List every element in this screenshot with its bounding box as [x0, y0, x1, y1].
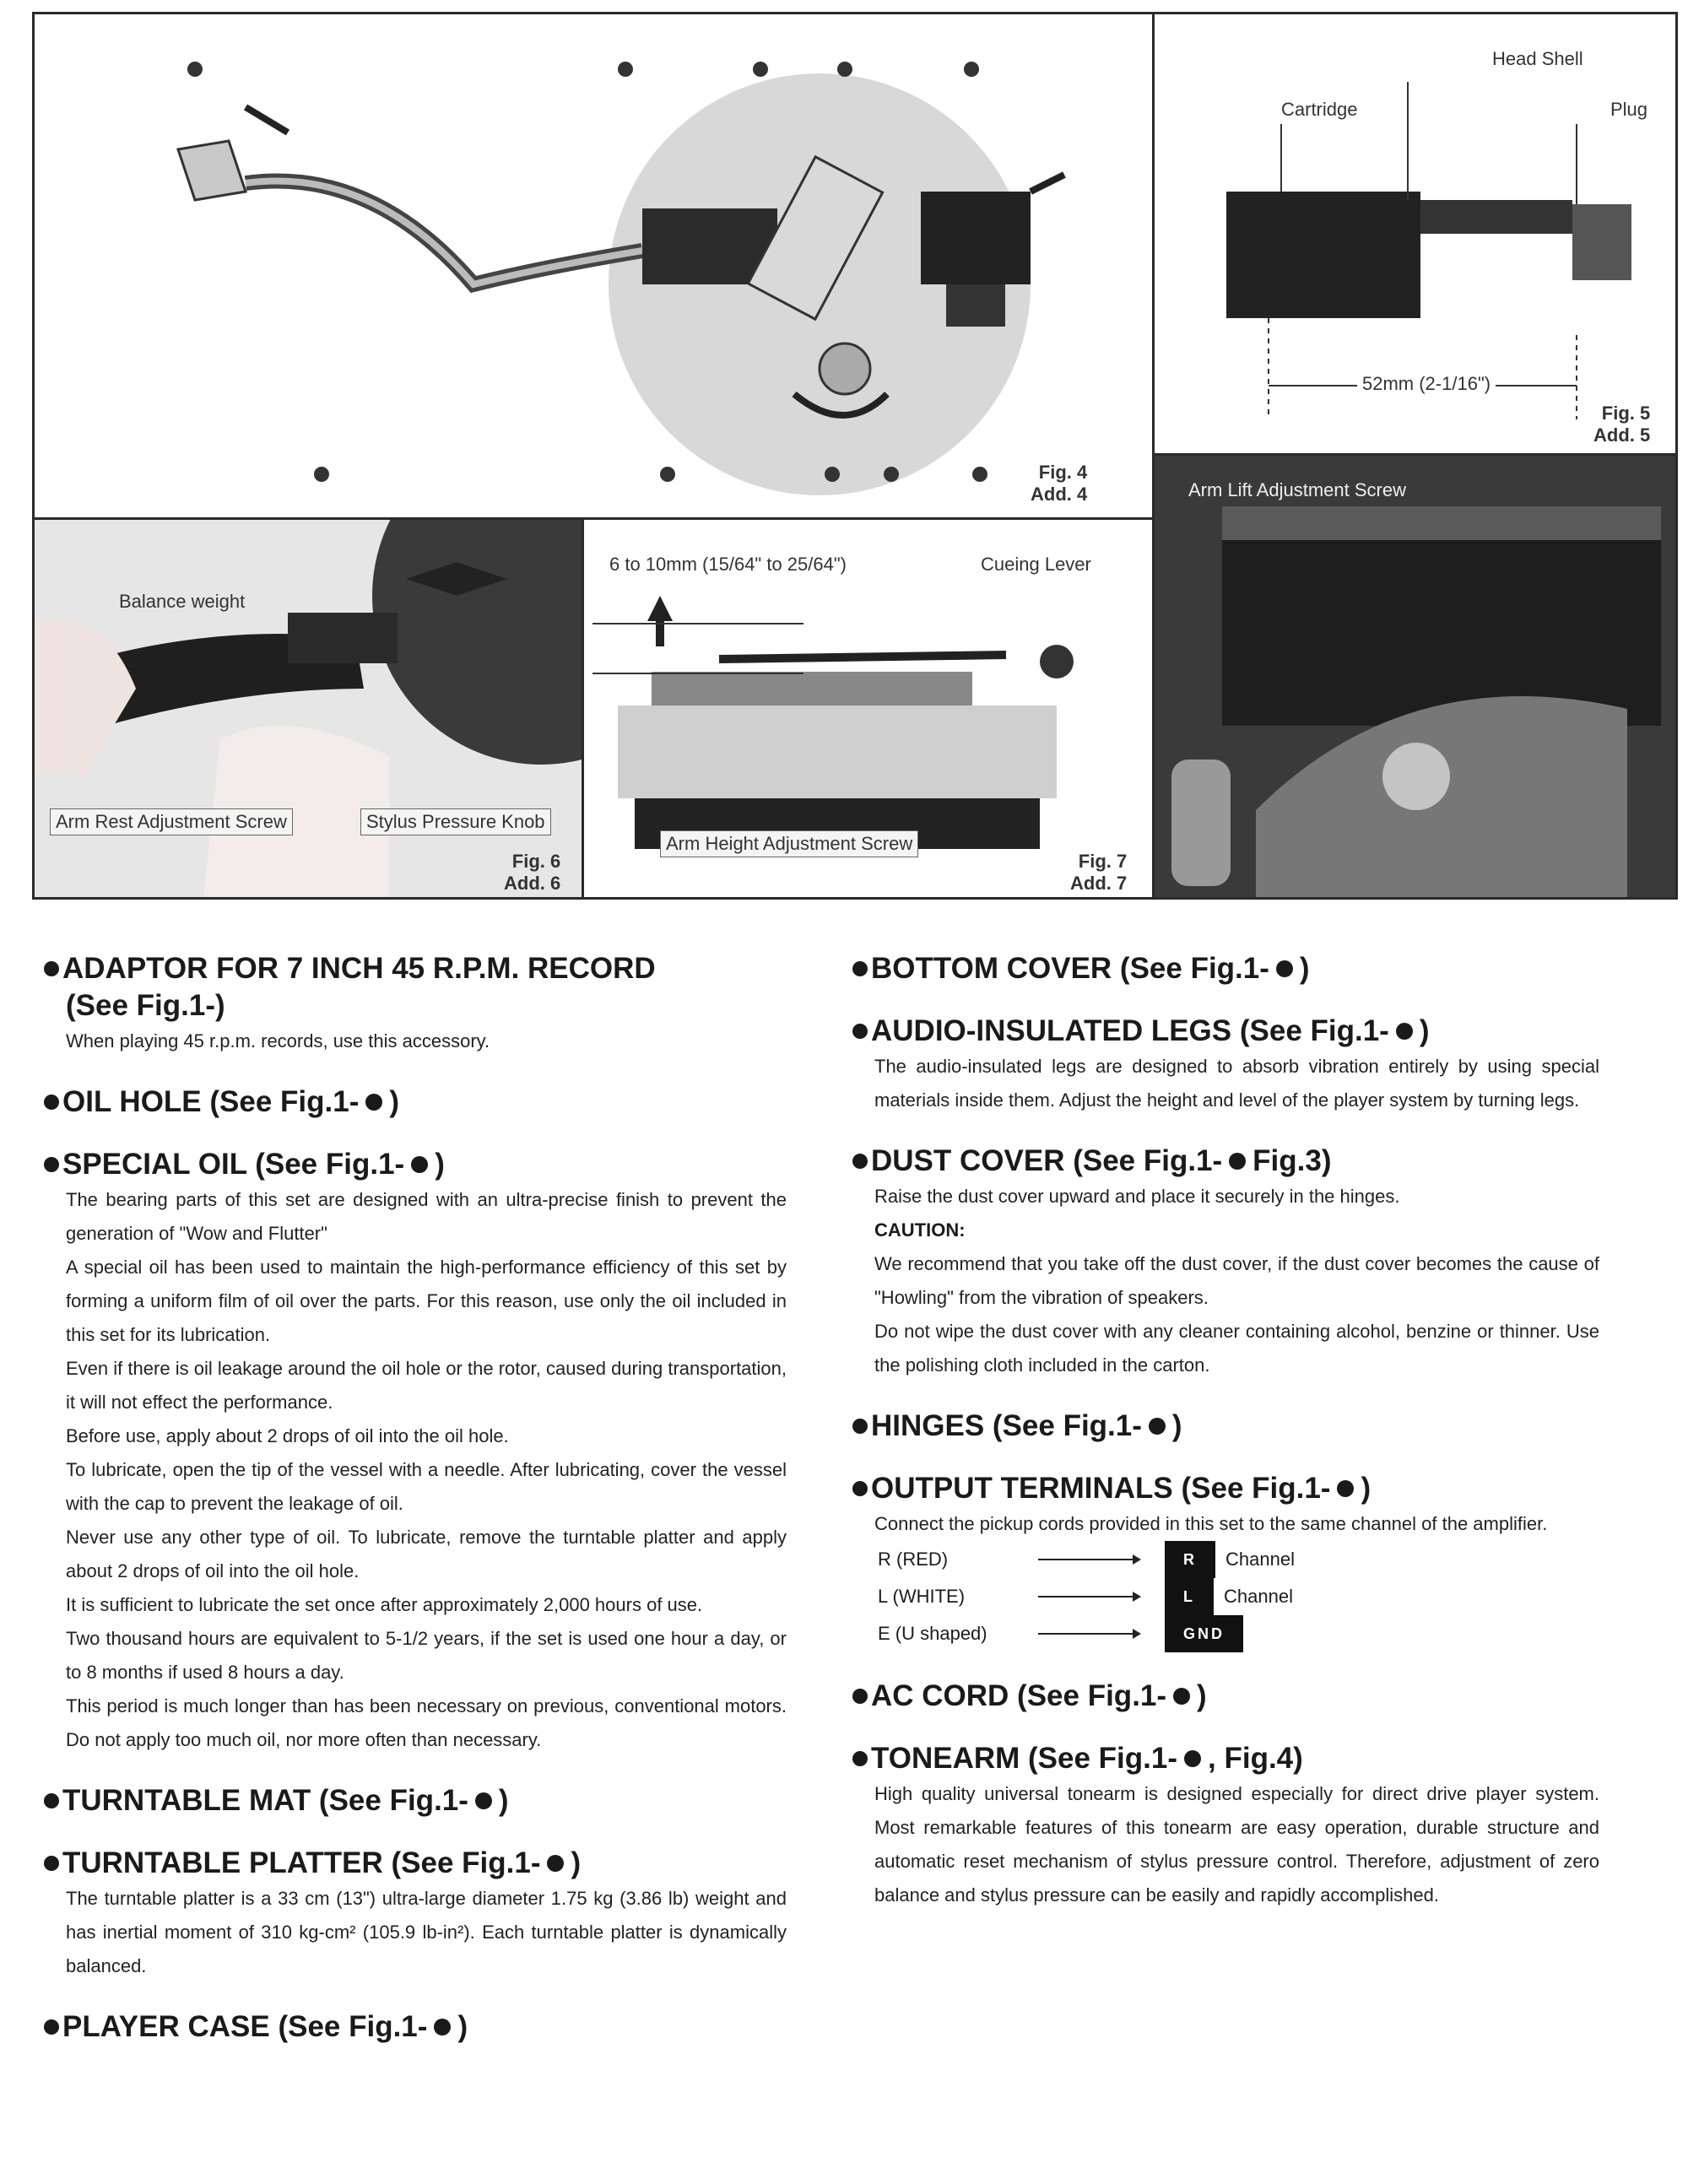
section-body: High quality universal tonearm is designed especially for direct drive player system. Most remarkable features of this tonearm are easy operation, durable structure and automatic reset mechanism of stylus pressure control. Therefore, adjustment of zero balance and stylus pressure can be easily and rapidly accomplished. [874, 1783, 1599, 1906]
section-heading: TURNTABLE MAT (See Fig.1- ) [44, 1782, 787, 1819]
paragraph: This period is much longer than has been necessary on previous, conventional motors. Do not apply too much oil, nor more often than necessary. [66, 1695, 787, 1750]
section-special-oil [44, 1146, 787, 1757]
ref-marker-icon [434, 2019, 451, 2035]
section-turntable-mat [44, 1782, 787, 1819]
paragraph: Before use, apply about 2 drops of oil into the oil hole. [66, 1425, 509, 1446]
section-heading: OIL HOLE (See Fig.1- ) [44, 1084, 787, 1121]
fig7-number: Fig. 7 [1078, 851, 1128, 872]
paragraph: Even if there is oil leakage around the oil hole or the rotor, caused during transportation, it will not effect the performance. [66, 1358, 787, 1413]
dimension-label: 52mm (2-1/16") [1357, 373, 1496, 395]
cueing-lever-label: Cueing Lever [981, 554, 1091, 575]
bullet-icon [44, 1793, 59, 1808]
paragraph: Never use any other type of oil. To lubricate, remove the turntable platter and apply about 2 drops of oil into the oil hole. [66, 1527, 787, 1581]
section-ref: (See Fig.1- ) [66, 989, 225, 1022]
bullet-icon [44, 1856, 59, 1871]
section-heading: PLAYER CASE (See Fig.1- ) [44, 2008, 787, 2046]
section-body: When playing 45 r.p.m. records, use this accessory. [66, 1030, 490, 1051]
section-heading: TURNTABLE PLATTER (See Fig.1- ) [44, 1845, 787, 1882]
section-heading: DUST COVER (See Fig.1- Fig.3) [852, 1143, 1599, 1180]
fig5-add: Add. 5 [1593, 424, 1651, 446]
section-dust-cover [852, 1143, 1599, 1382]
ref-marker-icon [475, 1792, 492, 1809]
fig6-number: Fig. 6 [511, 851, 561, 872]
plug-label: Plug [1610, 99, 1648, 120]
section-hinges [852, 1408, 1599, 1445]
fig4-tonearm-illustration [35, 14, 1152, 517]
fig4-add: Add. 4 [1031, 484, 1088, 505]
fig6-caption [504, 851, 560, 895]
figure-panel [32, 12, 1678, 900]
section-heading: AUDIO-INSULATED LEGS (See Fig.1- ) [852, 1013, 1599, 1050]
section-oil-hole [44, 1084, 787, 1121]
section-heading: HINGES (See Fig.1- ) [852, 1408, 1599, 1445]
section-body: Connect the pickup cords provided in this set to the same channel of the amplifier. [874, 1513, 1548, 1534]
section-adaptor [44, 950, 787, 1058]
caution-label: CAUTION: [874, 1219, 966, 1241]
bullet-icon [852, 1024, 868, 1039]
fig7-add: Add. 7 [1070, 873, 1128, 894]
arm-lift-drawing [1155, 456, 1675, 897]
section-turntable-platter [44, 1845, 787, 1983]
caution-body [852, 1247, 1599, 1382]
balance-weight-label: Balance weight [119, 591, 246, 612]
fig6-drawing [35, 520, 582, 897]
bullet-icon [852, 1154, 868, 1169]
bullet-icon [44, 961, 59, 976]
fig6-photo [35, 520, 582, 897]
section-heading: ADAPTOR FOR 7 INCH 45 R.P.M. RECORD [44, 950, 787, 987]
arrow-icon [1038, 1596, 1139, 1597]
bullet-icon [852, 1481, 868, 1496]
fig5-headshell-illustration [1155, 14, 1675, 453]
ref-marker-icon [1396, 1023, 1413, 1040]
fig6-add: Add. 6 [504, 873, 561, 894]
section-output-terminals [852, 1470, 1599, 1652]
bullet-icon [852, 961, 868, 976]
section-ac-cord [852, 1678, 1599, 1715]
arm-lift-photo [1155, 456, 1675, 897]
bullet-icon [44, 1157, 59, 1172]
arm-lift-screw-label: Arm Lift Adjustment Screw [1188, 479, 1406, 500]
section-player-case [44, 2008, 787, 2046]
bullet-icon [852, 1751, 868, 1766]
ref-marker-icon [1149, 1418, 1166, 1435]
ref-marker-icon [1173, 1688, 1190, 1705]
right-column [852, 950, 1599, 1938]
ref-marker-icon [1229, 1153, 1246, 1170]
bullet-icon [44, 2019, 59, 2035]
terminal-row: R (RED) R Channel [852, 1541, 1599, 1578]
arrow-icon [1038, 1633, 1139, 1635]
ref-marker-icon [1276, 960, 1293, 977]
section-heading: AC CORD (See Fig.1- ) [852, 1678, 1599, 1715]
arm-rest-label: Arm Rest Adjustment Screw [50, 808, 293, 835]
terminal-row: E (U shaped) GND [852, 1615, 1599, 1652]
section-heading: SPECIAL OIL (See Fig.1- ) [44, 1146, 787, 1183]
height-range-label: 6 to 10mm (15/64" to 25/64") [609, 554, 847, 575]
terminal-row: L (WHITE) L Channel [852, 1578, 1599, 1615]
section-body: Raise the dust cover upward and place it securely in the hinges. [874, 1186, 1400, 1207]
paragraph: It is sufficient to lubricate the set once after approximately 2,000 hours of use. [66, 1594, 703, 1615]
bullet-icon [852, 1689, 868, 1704]
paragraph: A special oil has been used to maintain the high-performance efficiency of this set by forming a uniform film of oil over the parts. For this reason, use only the oil included in this set for its lubrication. [66, 1257, 787, 1345]
section-body: The audio-insulated legs are designed to absorb vibration entirely by using special materials inside them. Adjust the height and level of the player system by turning legs. [874, 1056, 1599, 1111]
fig4-number: Fig. 4 [1038, 462, 1088, 483]
section-heading: BOTTOM COVER (See Fig.1- ) [852, 950, 1599, 987]
bullet-icon [852, 1419, 868, 1434]
paragraph: To lubricate, open the tip of the vessel with a needle. After lubricating, cover the vessel with the cap to prevent the leakage of oil. [66, 1459, 787, 1514]
left-column [44, 950, 787, 2071]
fig4-caption [1031, 462, 1087, 505]
section-legs [852, 1013, 1599, 1117]
fig7-illustration [584, 520, 1152, 897]
ref-marker-icon [365, 1094, 382, 1111]
fig7-caption [1070, 851, 1127, 895]
arm-height-label: Arm Height Adjustment Screw [660, 830, 918, 857]
section-bottom-cover [852, 950, 1599, 987]
stylus-pressure-label: Stylus Pressure Knob [360, 808, 551, 835]
arrow-icon [1038, 1559, 1139, 1560]
bullet-icon [44, 1095, 59, 1110]
paragraph: We recommend that you take off the dust cover, if the dust cover becomes the cause of "Howling" from the vibration of speakers. [874, 1253, 1599, 1308]
section-heading: TONEARM (See Fig.1- , Fig.4) [852, 1740, 1599, 1777]
cartridge-label: Cartridge [1281, 99, 1358, 120]
paragraph: The bearing parts of this set are designed with an ultra-precise finish to prevent the generation of "Wow and Flutter" [66, 1189, 787, 1244]
section-body: The turntable platter is a 33 cm (13") ultra-large diameter 1.75 kg (3.86 lb) weight and has inertial moment of 310 kg-cm² (105.9 lb-in²). Each turntable platter is dynamically balanced. [66, 1888, 787, 1976]
head-shell-label: Head Shell [1492, 48, 1583, 69]
ref-marker-icon [411, 1156, 428, 1173]
section-body [44, 1183, 787, 1757]
section-heading: OUTPUT TERMINALS (See Fig.1- ) [852, 1470, 1599, 1507]
tonearm-drawing [35, 14, 1152, 517]
fig5-caption [1593, 403, 1650, 446]
section-tonearm [852, 1740, 1599, 1912]
ref-marker-icon [1184, 1750, 1201, 1767]
paragraph: Do not wipe the dust cover with any cleaner containing alcohol, benzine or thinner. Use the polishing cloth included in the carton. [874, 1321, 1599, 1376]
fig5-number: Fig. 5 [1601, 403, 1651, 424]
paragraph: Two thousand hours are equivalent to 5-1/2 years, if the set is used one hour a day, or to 8 months if used 8 hours a day. [66, 1628, 787, 1683]
ref-marker-icon [547, 1855, 564, 1872]
ref-marker-icon [1337, 1480, 1354, 1497]
